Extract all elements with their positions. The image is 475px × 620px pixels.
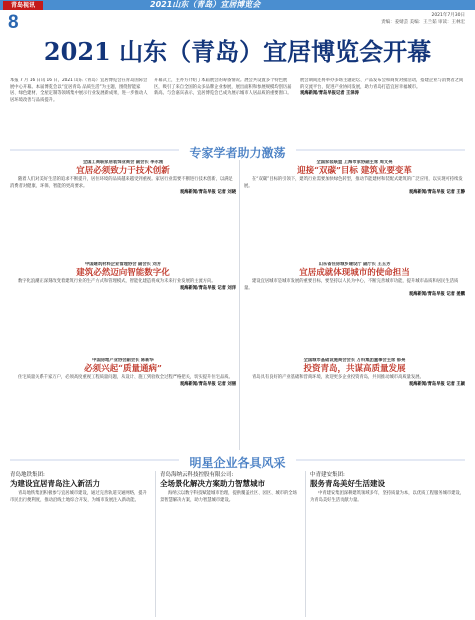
lead-column-2 [154,78,292,141]
enterprise-article-metro [10,471,150,617]
card-headline: 投资青岛，共谋高质量发展 [303,364,406,374]
section-header-enterprises [0,452,475,468]
lead-column-1 [10,78,148,141]
lead-text-1: 本报 7 月 16 日讯 16 日，2021 山东（青岛）宜居博览会在青岛国际会展中心开幕。本届博览会以“宜居青岛 品质生活”为主题，围绕智能家居、绿色建材、全屋定制等领域集中展示行业发展新成果，进一步推动人居环境改善与品质提升。 [10,78,148,103]
issue-date: 2021年7月30日 [431,13,465,18]
expert-card-zhou [244,160,465,260]
card-byline: 观海新闻/青岛早报 记者 王静 [408,190,465,196]
enterprise-body: 海纳云以数字科技赋能城市治理，提供覆盖社区、园区、城市的全场景智慧解决方案，助力智慧城市建设。 [160,491,297,503]
enterprise-headline: 服务青岛美好生活建设 [310,479,385,488]
enterprise-article-zhongqing [310,471,465,617]
card-kicker: 山东省住房城乡建设厅 副厅长 王玉芳 [318,262,391,267]
expert-card-wang [244,262,465,356]
lead-text-3: 展会期间还将举办多场主题论坛、产品发布会和商贸对接活动，搭建企业与消费者之间的交流平台，促进产业协同发展，助力青岛打造宜居幸福城市。 [300,78,464,90]
bottom-divider [155,471,156,617]
card-body: 在“双碳”目标的引领下，建筑行业需要加快绿色转型，推动节能建材和装配式建筑的广泛应用，以实现可持续发展。 [244,177,463,189]
column-divider [239,160,240,450]
card-body: 建设宜居城市是城市发展的重要目标，要坚持以人民为中心，不断完善城市功能，提升城市品质和居民生活质量。 [244,279,459,291]
expert-card-li [10,160,236,260]
card-headline: 宜居成就体现城市的使命担当 [299,268,410,278]
page-number: 8 [8,12,19,33]
issue-meta [381,12,465,26]
card-kicker: 中国建筑材料企业管理协会 副会长 刘芳 [84,262,162,267]
card-headline: 必须兴起“质量通病” [84,364,162,374]
newspaper-logo: 青岛视讯 [3,1,43,10]
enterprise-name: 中青建安集团: [310,472,345,478]
section-header-experts [0,142,475,158]
enterprise-article-hainayun [160,471,300,617]
expert-card-yu [244,358,465,450]
enterprise-name: 青岛地铁集团: [10,472,45,478]
card-kicker: 全国工商联家居装饰业商会 副会长 李永刚 [82,160,164,165]
card-byline: 观海新闻/青岛早报 记者 刘洋 [179,285,236,291]
card-body: 住宅质量关系千家万户，必须高度重视工程质量问题，从设计、施工到验收全过程严格把关，切实提升住宅品质。 [18,375,233,380]
banner-title: 2021山东（青岛）宜居博览会 [150,0,261,9]
lead-text-2: 开幕式上，主办方介绍了本届展会的筹备情况。展会共设置多个特色展区，吸引了来自全国的众多品牌企业参展，展出面积和参展规模均创历届新高。与会嘉宾表示，宜居博览会已成为展示城市人居品质的重要窗口。 [154,78,292,97]
enterprise-body: 青岛地铁集团积极参与宜居城市建设，通过完善轨道交通网络，提升市民出行便利度，推动沿线土地综合开发，为城市发展注入新动能。 [10,491,147,503]
card-kicker: 中国房地产业协会副会长 陈新华 [92,358,154,363]
section-title-experts: 专家学者助力激荡 [179,145,295,161]
expert-card-liu [10,262,236,356]
card-headline: 宜居必须致力于技术创新 [76,166,170,176]
card-body: 随着人们对美好生活的追求不断提升，居住环境的品质越来越受到重视。家居行业需要不断进行技术创新，以满足消费者对健康、环保、智能的更高要求。 [10,177,233,189]
enterprise-headline: 为建设宜居青岛注入新活力 [10,479,100,488]
lead-byline: 观海新闻/青岛早报记者 王泽涛 [300,91,359,97]
editor-credits: 责编：姜婧芸 美编：王兰茹 审读：王林宏 [381,20,465,25]
card-kicker: 全国家装联盟 上海市家协副主席 周文亮 [316,160,393,165]
expert-card-chen [10,358,236,450]
card-headline: 迎接“双碳”目标 建筑业要变革 [297,166,412,176]
card-body: 青岛具有良好的产业基础和营商环境，欢迎更多企业投资青岛，共同推动城市高质量发展。 [252,375,424,380]
enterprise-headline: 全场景化解决方案助力智慧城市 [160,479,265,488]
section-title-enterprises: 明星企业各具风采 [179,455,295,471]
enterprise-body: 中青建安集团深耕建筑领域多年，坚持质量为本，以优质工程服务城市建设，为青岛美好生活贡献力量。 [310,491,465,503]
main-headline: 2021 山东（青岛）宜居博览会开幕 [43,37,432,66]
card-body: 数字化浪潮正深刻改变着建筑行业的生产方式和管理模式，智能化建造将成为未来行业发展的主流方向。 [18,279,216,284]
header-banner [0,0,475,10]
card-headline: 建筑必然迈向智能数字化 [76,268,170,278]
enterprise-name: 青岛海纳云科技控股有限公司: [160,472,234,478]
card-kicker: 全国城市基础设施商会会长 万科集团董事会主席 郁亮 [303,358,406,363]
lead-column-3 [300,78,465,141]
card-byline: 观海新闻/青岛早报 记者 王颖 [408,381,465,387]
card-byline: 观海新闻/青岛早报 记者 刘晓 [179,190,236,196]
card-byline: 观海新闻/青岛早报 记者 姜鹏 [408,292,465,298]
card-byline: 观海新闻/青岛早报 记者 刘丽 [179,381,236,387]
bottom-divider [305,471,306,617]
